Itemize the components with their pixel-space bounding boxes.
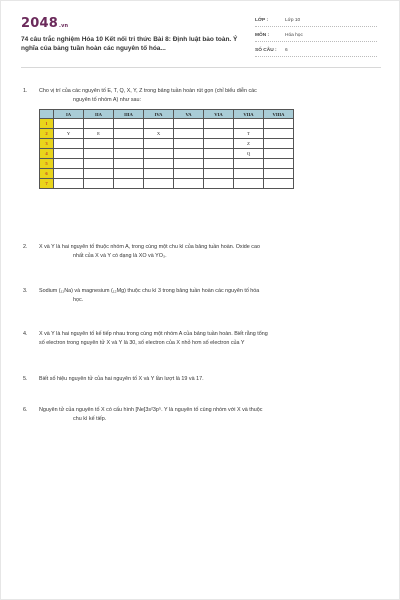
site-logo[interactable]: [21, 16, 68, 31]
table-cell: [114, 169, 144, 179]
question-line: nhất của X và Y có dạng là XO và YO₃.: [73, 252, 167, 259]
table-cell: [264, 149, 294, 159]
question-line: Cho vị trí của các nguyên tố E, T, Q, X, Y, Z trong bảng tuần hoàn rút gọn (chỉ biểu diễn các: [39, 88, 257, 94]
table-cell: [174, 139, 204, 149]
count-row: [255, 48, 375, 53]
corner-cell: [40, 110, 54, 119]
table-cell: [114, 179, 144, 189]
question-line: Sodium (₁₁Na) và magnesium (₁₂Mg) thuộc chu kì 3 trong bảng tuần hoàn các nguyên tố hóa: [39, 288, 260, 294]
count-value: 6: [285, 48, 288, 53]
table-row: [40, 169, 294, 179]
table-cell: [264, 119, 294, 129]
table-cell: [204, 149, 234, 159]
table-cell: Y: [54, 129, 84, 139]
question-text: [39, 375, 369, 384]
table-cell: [204, 179, 234, 189]
table-cell: [84, 139, 114, 149]
table-cell: [264, 139, 294, 149]
table-cell: [144, 149, 174, 159]
table-header-row: [40, 110, 294, 119]
table-cell: [174, 149, 204, 159]
class-row: [255, 18, 375, 23]
table-cell: [54, 169, 84, 179]
question-text: [39, 406, 369, 423]
document-title: 74 câu trắc nghiệm Hóa 10 Kết nối tri thức Bài 8: Định luật bảo toàn. Ý nghĩa của bảng tuần hoàn các nguyên tố hóa...: [21, 36, 238, 52]
header-divider: [21, 67, 381, 68]
question-line: học.: [73, 296, 84, 303]
table-cell: [234, 119, 264, 129]
table-cell: [144, 159, 174, 169]
question-text: [39, 87, 369, 104]
class-label: LỚP :: [255, 18, 269, 23]
table-cell: [204, 119, 234, 129]
table-cell: [264, 169, 294, 179]
question-number: 2.: [23, 244, 28, 250]
question-number: 4.: [23, 331, 28, 337]
subject-label: MÔN :: [255, 33, 270, 38]
table-cell: [234, 159, 264, 169]
table-cell: [234, 179, 264, 189]
table-cell: [54, 179, 84, 189]
table-row: [40, 149, 294, 159]
table-cell: X: [144, 129, 174, 139]
table-cell: [264, 159, 294, 169]
period-cell: 2: [40, 129, 54, 139]
table-cell: [234, 169, 264, 179]
table-cell: [144, 139, 174, 149]
table-row: [40, 119, 294, 129]
table-cell: [114, 129, 144, 139]
logo-text: 2048: [21, 16, 58, 31]
question-line: Nguyên tử của nguyên tố X có cấu hình [Ne]3s²3p⁵. Y là nguyên tố cùng nhóm với X và thuộc: [39, 407, 263, 413]
count-label: SỐ CÂU :: [255, 48, 277, 53]
table-cell: Q: [234, 149, 264, 159]
table-cell: [174, 179, 204, 189]
table-row: [40, 159, 294, 169]
table-cell: [54, 159, 84, 169]
period-cell: 5: [40, 159, 54, 169]
group-header: IVA: [144, 110, 174, 119]
table-cell: [204, 129, 234, 139]
table-cell: Z: [234, 139, 264, 149]
table-cell: [114, 139, 144, 149]
table-cell: [54, 119, 84, 129]
table-cell: [54, 139, 84, 149]
table-cell: [84, 119, 114, 129]
meta-divider: [255, 26, 377, 27]
period-cell: 1: [40, 119, 54, 129]
meta-divider: [255, 56, 377, 57]
question-number: 3.: [23, 288, 28, 294]
group-header: IIIA: [114, 110, 144, 119]
period-cell: 7: [40, 179, 54, 189]
table-cell: [114, 119, 144, 129]
subject-row: [255, 33, 375, 38]
table-cell: [204, 169, 234, 179]
period-cell: 6: [40, 169, 54, 179]
table-cell: [84, 149, 114, 159]
table-cell: [84, 159, 114, 169]
table-cell: T: [234, 129, 264, 139]
group-header: VA: [174, 110, 204, 119]
question-number: 1.: [23, 88, 28, 94]
question-line: Biết số hiệu nguyên tử của hai nguyên tố X và Y lần lượt là 19 và 17.: [39, 376, 204, 382]
question-text: [39, 243, 369, 260]
question-number: 6.: [23, 407, 28, 413]
question-text: [39, 287, 369, 304]
question-number: 5.: [23, 376, 28, 382]
question-line: số electron trong nguyên tử X và Y là 30, số electron của X nhỏ hơn số electron của Y: [39, 339, 245, 346]
question-line: chu kì kế tiếp.: [73, 415, 107, 422]
table-cell: [54, 149, 84, 159]
table-cell: [174, 169, 204, 179]
period-cell: 4: [40, 149, 54, 159]
periodic-table: [39, 109, 294, 189]
question-line: X và Y là hai nguyên tố thuộc nhóm A, trong cùng một chu kì của bảng tuần hoàn. Oxide cao: [39, 244, 260, 250]
table-cell: [264, 129, 294, 139]
table-cell: [84, 179, 114, 189]
group-header: VIIIA: [264, 110, 294, 119]
table-cell: [204, 159, 234, 169]
subject-value: Hóa học: [285, 33, 303, 38]
table-cell: [84, 169, 114, 179]
table-cell: [114, 149, 144, 159]
group-header: IA: [54, 110, 84, 119]
table-cell: [174, 159, 204, 169]
group-header: VIA: [204, 110, 234, 119]
period-cell: 3: [40, 139, 54, 149]
table-cell: [204, 139, 234, 149]
question-text: [39, 330, 369, 347]
group-header: IIA: [84, 110, 114, 119]
table-row: [40, 179, 294, 189]
table-cell: [144, 179, 174, 189]
table-cell: E: [84, 129, 114, 139]
table-cell: [174, 119, 204, 129]
table-cell: [264, 179, 294, 189]
logo-suffix: .vn: [58, 23, 69, 29]
table-cell: [174, 129, 204, 139]
class-value: Lớp 10: [285, 18, 301, 23]
table-cell: [144, 169, 174, 179]
table-cell: [114, 159, 144, 169]
table-row: [40, 129, 294, 139]
group-header: VIIA: [234, 110, 264, 119]
question-line: X và Y là hai nguyên tố kế tiếp nhau trong cùng một nhóm A của bảng tuần hoàn. Biết rằng tổng: [39, 331, 268, 337]
table-cell: [144, 119, 174, 129]
table-row: [40, 139, 294, 149]
question-line: nguyên tố nhóm A) như sau:: [73, 96, 142, 103]
meta-divider: [255, 41, 377, 42]
